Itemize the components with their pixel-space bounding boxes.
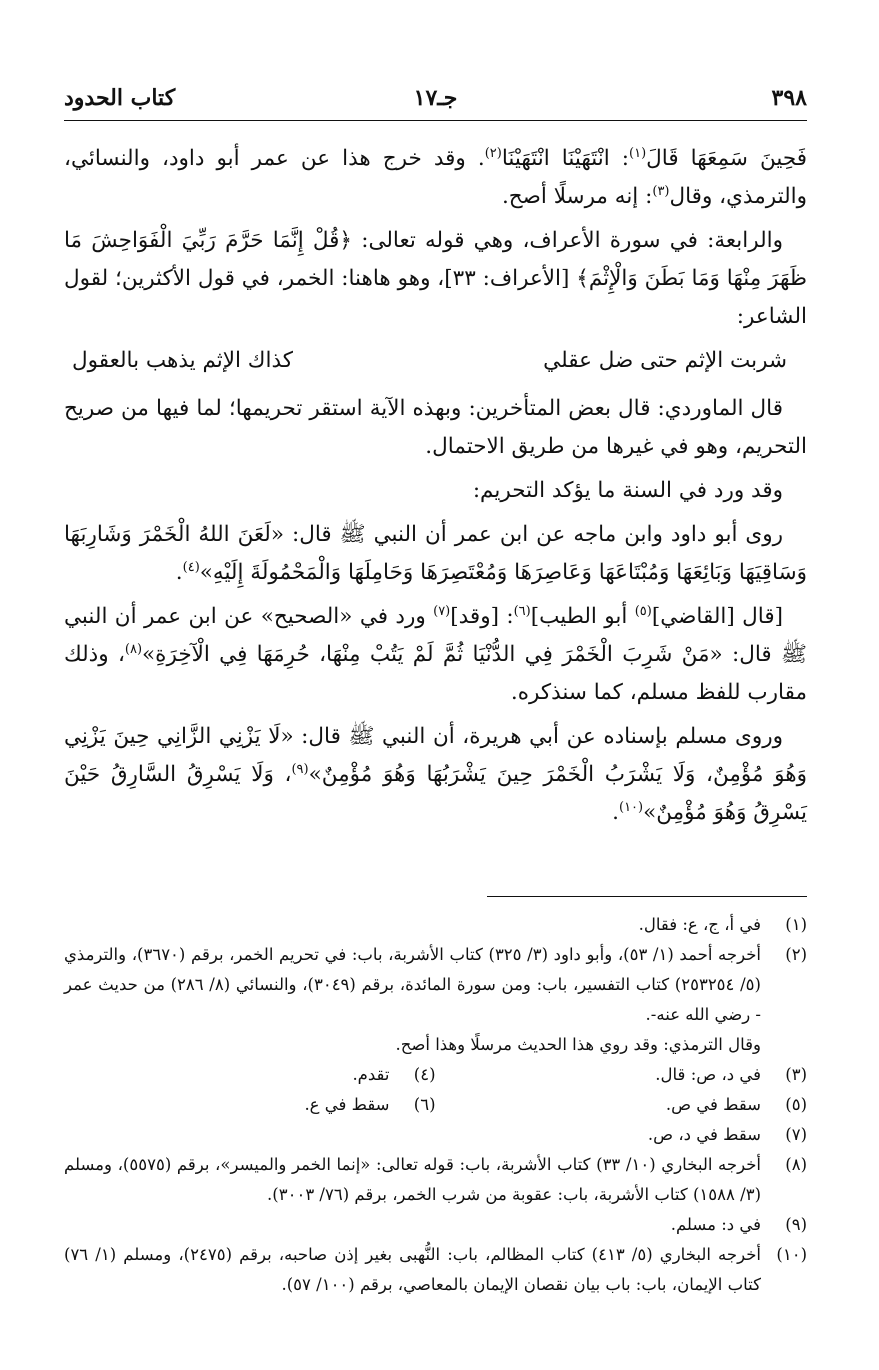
footnote-ref[interactable]: (١) (629, 145, 647, 161)
footnote-ref[interactable]: (٢) (484, 145, 502, 161)
footnote-2: (٢) أخرجه أحمد (١/ ٥٣)، وأبو داود (٣/ ٣٢٥) كتاب الأشربة، باب: في تحريم الخمر، برقم (٣٦٧٠)، والترمذي (٥/ ٢٥٣٢٥٤) كتاب التفسير، باب: ومن سورة المائدة، برقم (٣٠٤٩)، والنسائي (٨/ ٢٨٦) من حديث عمر - رضي الله عنه-. (64, 945, 807, 1024)
footnote-1: (١) في أ، ج، ع: فقال. (638, 915, 807, 934)
footnote-ref[interactable]: (٥) (634, 603, 652, 619)
footnote-9: (٩) في د: مسلم. (670, 1215, 807, 1234)
footnote-row (64, 1060, 807, 1090)
page-number: ٣٩٨ (771, 85, 807, 111)
footnote-row (64, 1090, 807, 1120)
volume-label: جـ١٧ (413, 85, 458, 111)
footnote-ref[interactable]: (١٠) (619, 799, 644, 815)
footnote-ref[interactable]: (٦) (513, 603, 531, 619)
paragraph-3: قال الماوردي: قال بعض المتأخرين: وبهذه الآية استقر تحريمها؛ لما فيها من صريح التحريم، وهو في غيرها من طريق الاحتمال. (64, 396, 807, 459)
footnote-ref[interactable]: (٧) (433, 603, 451, 619)
footnote-6: (٦) سقط في ع. (304, 1095, 436, 1114)
poetry-verse (64, 342, 807, 380)
footnote-2-continuation: وقال الترمذي: وقد روي هذا الحديث مرسلًا وهذا أصح. (395, 1035, 761, 1054)
running-header (64, 76, 807, 121)
footnote-3: (٣) في د، ص: قال. (655, 1065, 807, 1084)
paragraph-7: وروى مسلم بإسناده عن أبي هريرة، أن النبي ﷺ قال: «لَا يَزْنِي الزَّانِي حِينَ يَزْنِي وَهُوَ مُؤْمِنٌ، وَلَا يَشْرَبُ الْخَمْرَ حِينَ يَشْرَبُهَا وَهُوَ مُؤْمِنٌ»$^{(٩)}$، وَلَا يَسْرِقُ السَّارِقُ حَيْنَ يَسْرِقُ وَهُوَ مُؤْمِنٌ»$^{(١٠)}$. (64, 724, 807, 825)
paragraph-5: روى أبو داود وابن ماجه عن ابن عمر أن النبي ﷺ قال: «لَعَنَ اللهُ الْخَمْرَ وَشَارِبَهَا وَسَاقِيَهَا وَبَائِعَهَا وَمُبْتَاعَهَا وَعَاصِرَهَا وَمُعْتَصِرَهَا وَحَامِلَهَا وَالْمَحْمُولَةَ إِلَيْهِ»$^{(٤)}$. (64, 522, 807, 585)
verse-second-hemistich: كذاك الإثم يذهب بالعقول (72, 348, 294, 373)
footnote-5: (٥) سقط في ص. (665, 1095, 807, 1114)
footnote-ref[interactable]: (٩) (291, 761, 309, 777)
footnote-ref[interactable]: (٣) (652, 183, 670, 199)
verse-first-hemistich: شربت الإثم حتى ضل عقلي (543, 348, 787, 373)
footnote-7: (٧) سقط في د، ص. (647, 1125, 807, 1144)
paragraph-1: فَحِينَ سَمِعَهَا قَالَ$^{(١)}$: انْتَهَيْنَا انْتَهَيْنَا$^{(٢)}$. وقد خرج هذا عن عمر أبو داود، والنسائي، والترمذي، وقال$^{(٣)}$: إنه مرسلًا أصح. (64, 145, 808, 209)
footnote-10: (١٠) أخرجه البخاري (٥/ ٤١٣) كتاب المظالم، باب: النُّهبى بغير إذن صاحبه، برقم (٢٤٧٥)، ومسلم (١/ ٧٦) كتاب الإيمان، باب: باب بيان نقصان الإيمان بالمعاصي، برقم (١٠٠/ ٥٧). (64, 1245, 807, 1294)
footnote-4: (٤) تقدم. (352, 1065, 436, 1084)
main-text (64, 140, 807, 838)
paragraph-6: [قال [القاضي]$^{(٥)}$ أبو الطيب]$^{(٦)}$: [وقد]$^{(٧)}$ ورد في «الصحيح» عن ابن عمر أن النبي ﷺ قال: «مَنْ شَرِبَ الْخَمْرَ فِي الدُّنْيَا ثُمَّ لَمْ يَتُبْ مِنْهَا، حُرِمَهَا فِي الْآخِرَةِ»$^{(٨)}$، وذلك مقارب للفظ مسلم، كما سنذكره. (64, 603, 807, 705)
paragraph-2: والرابعة: في سورة الأعراف، وهي قوله تعالى: ﴿قُلْ إِنَّمَا حَرَّمَ رَبِّيَ الْفَوَاحِشَ مَا ظَهَرَ مِنْهَا وَمَا بَطَنَ وَالْإِثْمَ﴾ [الأعراف: ٣٣]، وهو هاهنا: الخمر، في قول الأكثرين؛ لقول الشاعر: (64, 228, 807, 329)
paragraph-4: وقد ورد في السنة ما يؤكد التحريم: (472, 478, 783, 503)
footnote-8: (٨) أخرجه البخاري (١٠/ ٣٣) كتاب الأشربة، باب: قوله تعالى: «إنما الخمر والميسر»، برقم (٥٥٧٥)، ومسلم (٣/ ١٥٨٨) كتاب الأشربة، باب: عقوبة من شرب الخمر، برقم (٧٦/ ٣٠٠٣). (64, 1155, 807, 1204)
footnotes (64, 910, 807, 1300)
footnote-separator (487, 896, 807, 897)
footnote-ref[interactable]: (٨) (124, 641, 143, 657)
book-title: كتاب الحدود (64, 85, 176, 111)
footnote-ref[interactable]: (٤) (182, 559, 200, 575)
